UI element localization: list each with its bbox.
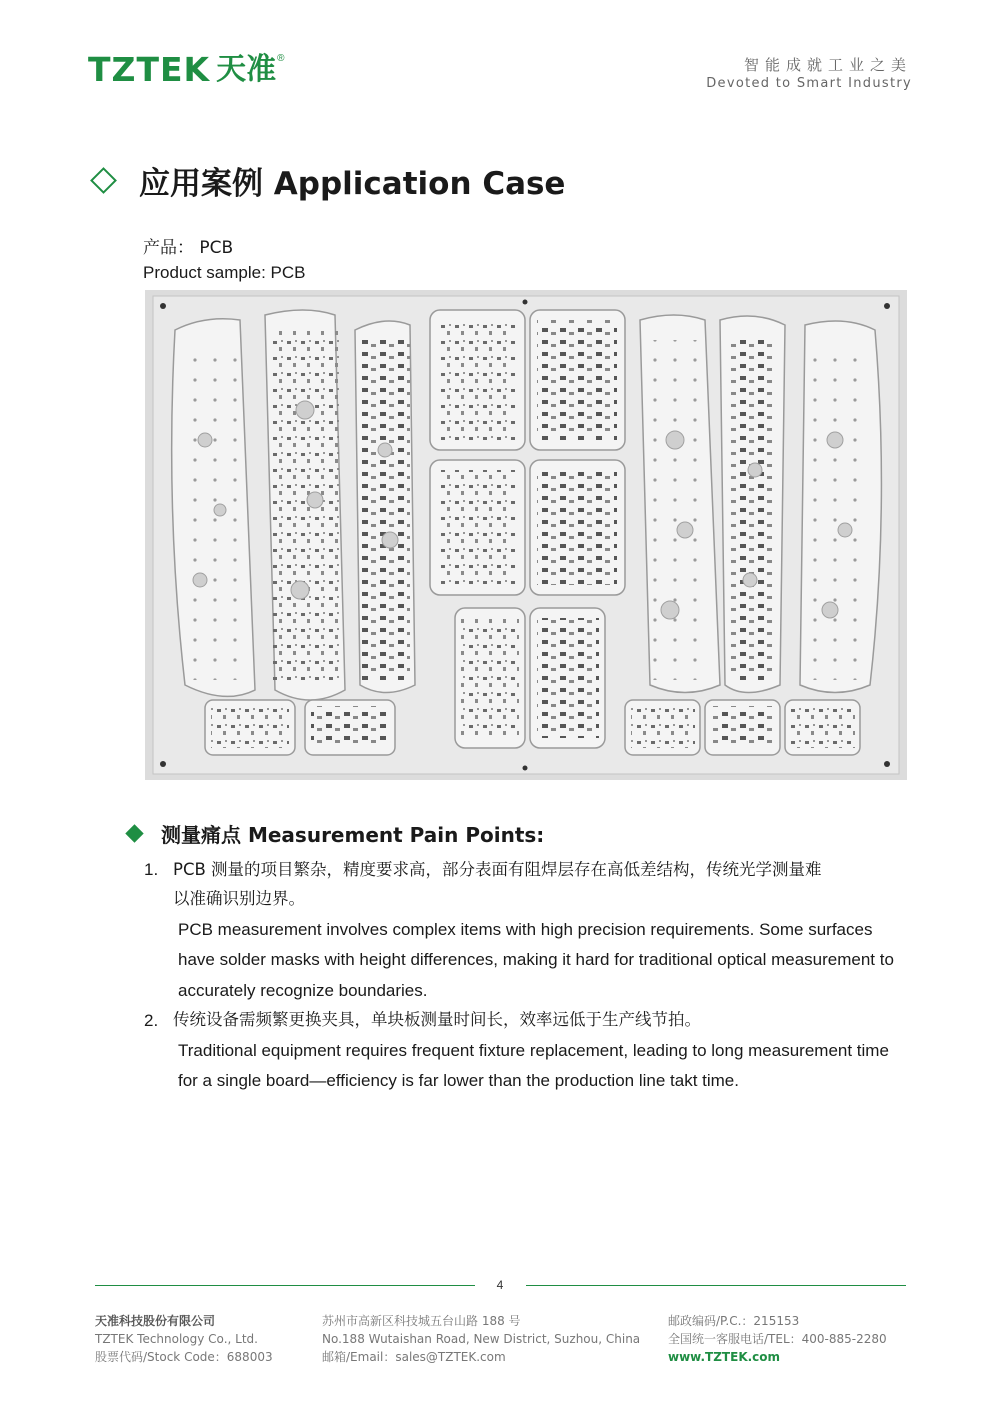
stock-code: 股票代码/Stock Code：688003 — [95, 1350, 273, 1364]
postcode: 邮政编码/P.C.：215153 — [668, 1314, 800, 1328]
solid-diamond-icon — [125, 824, 143, 842]
hollow-diamond-icon — [90, 167, 117, 194]
slogan-en: Devoted to Smart Industry — [706, 76, 912, 91]
pcb-product-image — [145, 290, 907, 780]
page-number: 4 — [496, 1278, 504, 1292]
telephone: 全国统一客服电话/TEL：400-885-2280 — [668, 1332, 887, 1346]
company-logo — [88, 52, 284, 88]
pain-points-title: 测量痛点 Measurement Pain Points: — [161, 823, 545, 847]
list-item-cn: PCB 测量的项目繁杂，精度要求高，部分表面有阻焊层存在高低差结构，传统光学测量难 — [173, 860, 822, 879]
address-cn: 苏州市高新区科技城五台山路 188 号 — [322, 1314, 521, 1328]
section-title: 应用案例 Application Case — [139, 166, 566, 202]
slogan-cn: 智能成就工业之美 — [743, 56, 912, 74]
footer-company — [95, 1312, 273, 1366]
website-link[interactable]: www.TZTEK.com — [668, 1350, 781, 1364]
logo-text-cn: 天准 — [216, 52, 277, 87]
section-heading — [92, 158, 565, 203]
footer-divider-left — [95, 1285, 475, 1286]
company-name-en: TZTEK Technology Co., Ltd. — [95, 1332, 258, 1346]
list-item-en: Traditional equipment requires frequent fixture replacement, leading to long measurement time for a single board—efficiency is far lower than the production line takt time. — [178, 1041, 889, 1091]
footer-address — [322, 1312, 640, 1366]
pain-points-heading — [128, 819, 544, 848]
list-item-cn-cont: 以准确识别边界。 — [173, 889, 305, 908]
list-item-number: 2. — [144, 1011, 159, 1030]
company-name-cn: 天准科技股份有限公司 — [95, 1314, 216, 1328]
product-label-cn: 产品： PCB — [143, 238, 234, 258]
footer-contact — [668, 1312, 887, 1366]
footer-divider-right — [526, 1285, 906, 1286]
list-item-cn: 传统设备需频繁更换夹具，单块板测量时间长，效率远低于生产线节拍。 — [173, 1010, 701, 1029]
product-label-en: Product sample: PCB — [143, 263, 306, 282]
address-en: No.188 Wutaishan Road, New District, Suzhou, China — [322, 1332, 641, 1346]
logo-text-en: TZTEK — [88, 50, 211, 89]
email[interactable]: 邮箱/Email：sales@TZTEK.com — [322, 1350, 506, 1364]
list-item-number: 1. — [144, 860, 159, 879]
slogan — [706, 55, 912, 93]
registered-mark: ® — [277, 53, 285, 64]
list-item-en: PCB measurement involves complex items with high precision requirements. Some surfaces have solder masks with height differences, making it hard for traditional optical measurement to accurately recognize boundaries. — [178, 920, 894, 1000]
